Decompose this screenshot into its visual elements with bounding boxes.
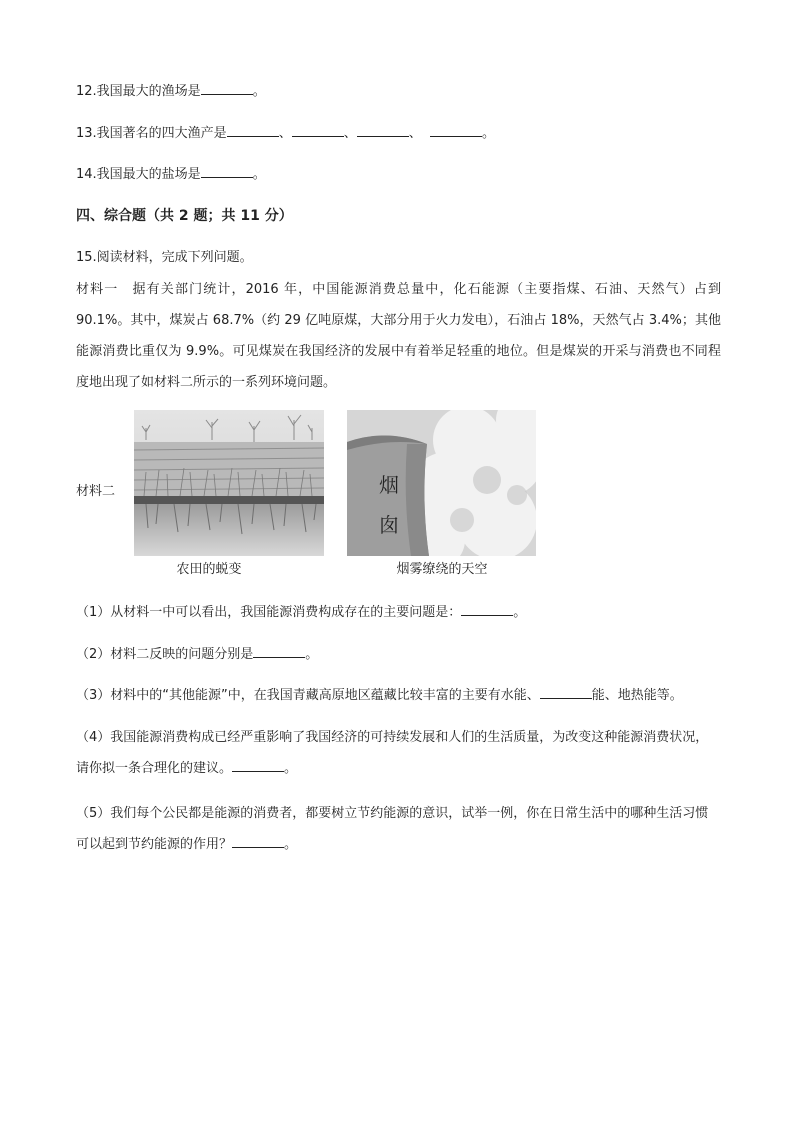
question-12 (76, 82, 266, 102)
sub-question-3 (76, 686, 683, 706)
answer-blank[interactable] (357, 124, 409, 137)
sub-question-3-text: （3）材料中的“其他能源”中，在我国青藏高原地区蕴藏比较丰富的主要有水能、 (76, 688, 540, 703)
chimney-text-1: 烟 (379, 473, 399, 497)
chimney-image (347, 410, 536, 556)
material-1-paragraph: 材料一 据有关部门统计，2016 年，中国能源消费总量中，化石能源（主要指煤、石油、天然气）占到 90.1%。其中，煤炭占 68.7%（约 29 亿吨原煤，大部分用于火力发电），石油占 18%，天然气占 3.4%；其他能源消费比重仅为 9.9%。可见煤炭在我国经济的发展中有着举足轻重的地位。但是煤炭的开采与消费也不同程度地出现了如材料二所示的一系列环境问题。 (76, 282, 721, 390)
question-14 (76, 165, 266, 185)
separator: 、 (343, 126, 357, 141)
answer-blank[interactable] (201, 165, 253, 178)
sub-question-1 (76, 603, 526, 623)
question-12-end: 。 (252, 84, 266, 99)
answer-blank[interactable] (232, 759, 284, 772)
sub-question-4-text: （4）我国能源消费构成已经严重影响了我国经济的可持续发展和人们的生活质量，为改变这种能源消费状况，请你拟一条合理化的建议。 (76, 730, 709, 776)
sub-question-5-end: 。 (284, 837, 298, 852)
chimney-text-2: 囱 (379, 513, 399, 537)
answer-blank[interactable] (461, 603, 513, 616)
answer-blank[interactable] (292, 124, 344, 137)
question-13-text: 13.我国著名的四大渔产是 (76, 126, 227, 141)
question-14-end: 。 (252, 167, 266, 182)
sub-question-3-end: 能、地热能等。 (591, 688, 683, 703)
sub-question-4 (76, 722, 721, 784)
question-13 (76, 124, 495, 144)
answer-blank[interactable] (540, 686, 592, 699)
sub-question-5 (76, 798, 721, 860)
sub-question-5-text: （5）我们每个公民都是能源的消费者，都要树立节约能源的意识，试举一例，你在日常生活中的哪种生活习惯可以起到节约能源的作用？ (76, 806, 709, 852)
sub-question-2 (76, 645, 318, 665)
sub-question-1-text: （1）从材料一中可以看出，我国能源消费构成存在的主要问题是： (76, 605, 462, 620)
answer-blank[interactable] (227, 124, 279, 137)
sub-question-4-end: 。 (284, 761, 298, 776)
farmland-image (134, 410, 324, 556)
separator: 、 (278, 126, 292, 141)
answer-blank[interactable] (232, 835, 284, 848)
sub-question-2-end: 。 (305, 647, 319, 662)
question-14-text: 14.我国最大的盐场是 (76, 167, 201, 182)
question-12-text: 12.我国最大的渔场是 (76, 84, 201, 99)
section-4-heading: 四、综合题（共 2 题；共 11 分） (76, 208, 293, 224)
separator: 、 (408, 126, 422, 141)
chimney-caption: 烟雾缭绕的天空 (396, 562, 488, 577)
answer-blank[interactable] (430, 124, 482, 137)
answer-blank[interactable] (253, 645, 305, 658)
answer-blank[interactable] (201, 82, 253, 95)
question-13-end: 。 (482, 126, 496, 141)
farmland-caption: 农田的蜕变 (176, 562, 242, 577)
question-15-intro: 15.阅读材料，完成下列问题。 (76, 250, 253, 265)
material-2-label: 材料二 (76, 484, 116, 499)
sub-question-1-end: 。 (513, 605, 527, 620)
sub-question-2-text: （2）材料二反映的问题分别是 (76, 647, 254, 662)
